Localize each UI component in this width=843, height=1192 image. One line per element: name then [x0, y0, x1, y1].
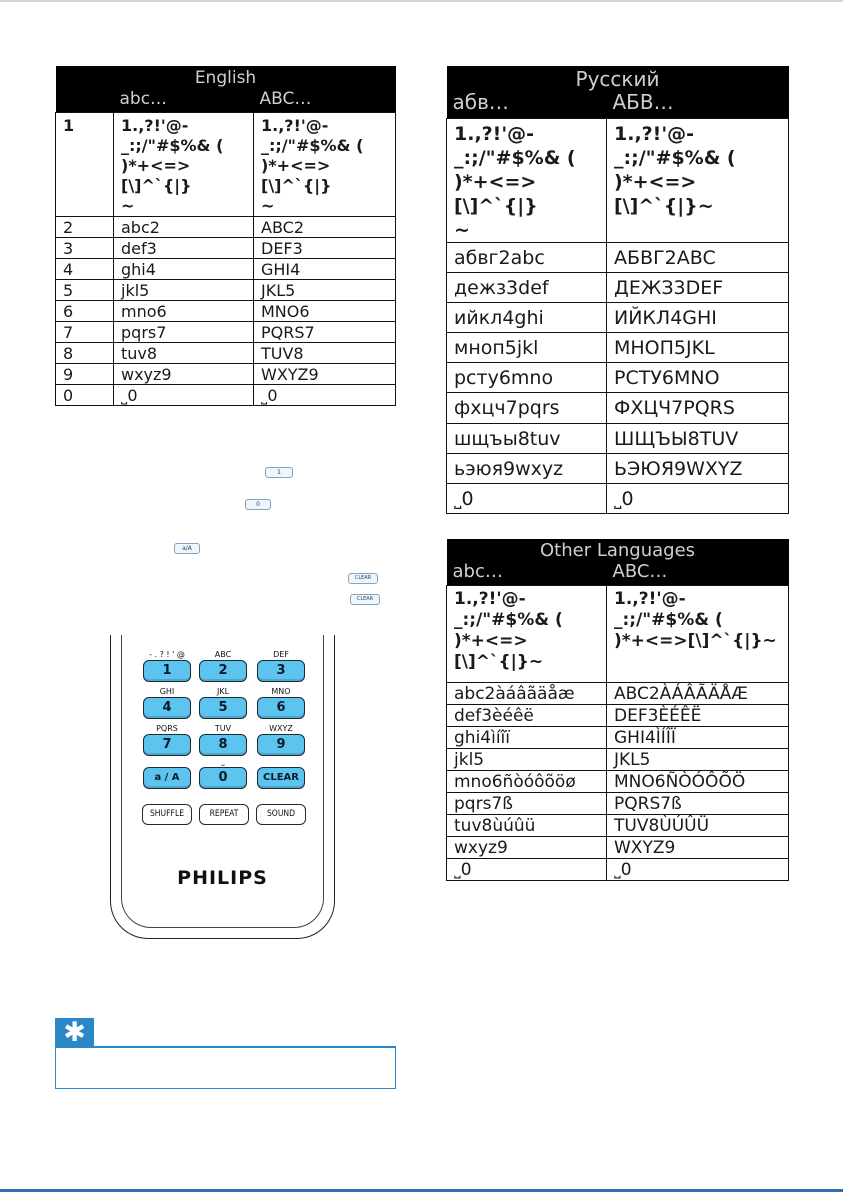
remote-key-7: 7	[143, 734, 191, 756]
lowercase-cell: ийкл4ghi	[447, 302, 607, 332]
uppercase-cell: ABC2	[254, 216, 396, 237]
lowercase-cell: abc2	[114, 216, 254, 237]
key-case-toggle-icon: a/A	[174, 543, 200, 554]
lowercase-cell: фхцч7pqrs	[447, 393, 607, 423]
table-title: Русский	[447, 66, 789, 92]
key-caption: JKL	[216, 687, 230, 696]
lowercase-cell: ьэюя9wxyz	[447, 453, 607, 483]
key-caption: - . ? ! ' @	[149, 650, 185, 659]
uppercase-cell: DEF3	[254, 237, 396, 258]
lowercase-cell: ˽0	[447, 858, 607, 880]
lowercase-cell: ghi4	[114, 258, 254, 279]
table-row	[56, 258, 396, 279]
uppercase-cell: ИЙКЛ4GHI	[607, 302, 789, 332]
key-caption: ABC	[214, 650, 232, 659]
table-row	[56, 279, 396, 300]
table-row	[447, 484, 789, 514]
uppercase-cell: WXYZ9	[254, 363, 396, 384]
table-row	[447, 814, 789, 836]
remote-key-case-toggle: a / A	[143, 767, 191, 789]
russian-character-table	[446, 66, 789, 514]
lowercase-cell: ghi4ìíîï	[447, 726, 607, 748]
uppercase-cell: JKL5	[254, 279, 396, 300]
table-row	[447, 792, 789, 814]
header-key	[56, 89, 114, 112]
page-top-rule	[0, 0, 843, 2]
key-caption: TUV	[214, 724, 232, 733]
uppercase-cell: ФХЦЧ7PQRS	[607, 393, 789, 423]
uppercase-cell: GHI4	[254, 258, 396, 279]
table-row	[447, 393, 789, 423]
key-number: 4	[56, 258, 114, 279]
lowercase-cell: mno6ñòóôõöø	[447, 770, 607, 792]
lowercase-cell: дежз3def	[447, 272, 607, 302]
header-lowercase: абв…	[447, 92, 607, 118]
key-caption: WXYZ	[269, 724, 293, 733]
header-lowercase: abc…	[114, 89, 254, 112]
remote-key-shuffle: SHUFFLE	[142, 804, 192, 825]
remote-key-4: 4	[143, 697, 191, 719]
lowercase-cell: wxyz9	[114, 363, 254, 384]
table-row	[447, 242, 789, 272]
table-row	[447, 748, 789, 770]
key-number: 6	[56, 300, 114, 321]
lowercase-cell: рсту6mno	[447, 363, 607, 393]
lowercase-cell: tuv8	[114, 342, 254, 363]
table-row	[56, 342, 396, 363]
remote-key-1: 1	[143, 660, 191, 682]
header-uppercase: ABC…	[607, 562, 789, 585]
key-caption: GHI	[159, 687, 175, 696]
key-caption: PQRS	[156, 724, 178, 733]
uppercase-cell: MNO6ÑÒÓÔÕÖ	[607, 770, 789, 792]
lowercase-cell: jkl5	[447, 748, 607, 770]
table-title: English	[56, 66, 396, 89]
key-number: 8	[56, 342, 114, 363]
key-number: 2	[56, 216, 114, 237]
key-caption: DEF	[273, 650, 289, 659]
key-caption: ˽	[221, 757, 225, 766]
header-uppercase: АБВ…	[607, 92, 789, 118]
remote-key-9: 9	[257, 734, 305, 756]
table-row	[447, 302, 789, 332]
remote-key-clear: CLEAR	[257, 767, 305, 789]
header-uppercase: ABC…	[254, 89, 396, 112]
uppercase-cell: TUV8ÙÚÛÜ	[607, 814, 789, 836]
remote-key-5: 5	[199, 697, 247, 719]
uppercase-cell: АБВГ2ABC	[607, 242, 789, 272]
uppercase-cell: ˽0	[254, 384, 396, 405]
uppercase-cell: ˽0	[607, 858, 789, 880]
brand-logo: PHILIPS	[177, 867, 268, 889]
lowercase-cell: jkl5	[114, 279, 254, 300]
asterisk-icon: ✱	[63, 1017, 86, 1048]
table-row	[56, 300, 396, 321]
key-number: 1	[56, 112, 114, 216]
lowercase-cell: tuv8ùúûü	[447, 814, 607, 836]
remote-key-0: 0	[199, 767, 247, 789]
uppercase-cell: РСТУ6MNO	[607, 363, 789, 393]
table-row	[447, 682, 789, 704]
lowercase-cell: абвг2abc	[447, 242, 607, 272]
key-number: 7	[56, 321, 114, 342]
table-row	[447, 770, 789, 792]
uppercase-cell: ЬЭЮЯ9WXYZ	[607, 453, 789, 483]
lowercase-cell: abc2àáâãäåæ	[447, 682, 607, 704]
lowercase-cell: 1.,?!'@- _:;/"#$%& ( )*+<=>[\]^`{|}~	[447, 585, 607, 682]
uppercase-cell: TUV8	[254, 342, 396, 363]
key-1-icon: 1	[265, 467, 293, 478]
table-row	[447, 726, 789, 748]
lowercase-cell: мноп5jkl	[447, 333, 607, 363]
key-caption: MNO	[271, 687, 291, 696]
tip-box	[55, 1048, 396, 1089]
lowercase-cell: wxyz9	[447, 836, 607, 858]
key-clear-icon: CLEAR	[350, 594, 380, 605]
table-row	[447, 363, 789, 393]
uppercase-cell: 1.,?!'@- _:;/"#$%& ( )*+<=>[\]^`{|}~	[607, 118, 789, 242]
table-row	[447, 118, 789, 242]
uppercase-cell: 1.,?!'@- _:;/"#$%& ( )*+<=>[\]^`{|}~	[607, 585, 789, 682]
remote-control-illustration	[110, 635, 335, 939]
key-number: 3	[56, 237, 114, 258]
key-clear-icon: CLEAR	[348, 573, 378, 584]
uppercase-cell: ABC2ÀÁÂÃÄÅÆ	[607, 682, 789, 704]
uppercase-cell: ˽0	[607, 484, 789, 514]
remote-key-sound: SOUND	[256, 804, 306, 825]
remote-key-6: 6	[257, 697, 305, 719]
key-0-icon: 0	[245, 499, 271, 510]
uppercase-cell: MNO6	[254, 300, 396, 321]
key-number: 0	[56, 384, 114, 405]
remote-key-repeat: REPEAT	[199, 804, 249, 825]
table-row	[56, 321, 396, 342]
lowercase-cell: def3	[114, 237, 254, 258]
uppercase-cell: ДЕЖЗ3DEF	[607, 272, 789, 302]
table-row	[56, 237, 396, 258]
uppercase-cell: PQRS7	[254, 321, 396, 342]
lowercase-cell: def3èéêë	[447, 704, 607, 726]
uppercase-cell: WXYZ9	[607, 836, 789, 858]
uppercase-cell: 1.,?!'@- _:;/"#$%& ( )*+<=>[\]^`{|} ~	[254, 112, 396, 216]
header-lowercase: abc…	[447, 562, 607, 585]
uppercase-cell: PQRS7ß	[607, 792, 789, 814]
table-row	[447, 272, 789, 302]
lowercase-cell: ˽0	[447, 484, 607, 514]
table-row	[447, 423, 789, 453]
uppercase-cell: DEF3ÈÉÊË	[607, 704, 789, 726]
other-languages-character-table	[446, 539, 789, 881]
uppercase-cell: ШЩЪЫ8TUV	[607, 423, 789, 453]
tip-badge	[55, 1018, 94, 1048]
lowercase-cell: ˽0	[114, 384, 254, 405]
table-row	[56, 363, 396, 384]
english-character-table	[55, 66, 396, 406]
table-row	[447, 858, 789, 880]
lowercase-cell: шщъы8tuv	[447, 423, 607, 453]
lowercase-cell: pqrs7	[114, 321, 254, 342]
uppercase-cell: GHI4ÌÍÎÏ	[607, 726, 789, 748]
table-row	[56, 216, 396, 237]
remote-key-8: 8	[199, 734, 247, 756]
uppercase-cell: МНОП5JKL	[607, 333, 789, 363]
lowercase-cell: pqrs7ß	[447, 792, 607, 814]
lowercase-cell: mno6	[114, 300, 254, 321]
table-title: Other Languages	[447, 539, 789, 562]
table-row	[447, 585, 789, 682]
table-row	[447, 704, 789, 726]
table-row	[447, 333, 789, 363]
lowercase-cell: 1.,?!'@- _:;/"#$%& ( )*+<=>[\]^`{|} ~	[447, 118, 607, 242]
uppercase-cell: JKL5	[607, 748, 789, 770]
remote-key-3: 3	[257, 660, 305, 682]
table-row	[447, 453, 789, 483]
table-row	[56, 112, 396, 216]
key-number: 5	[56, 279, 114, 300]
table-row	[56, 384, 396, 405]
remote-key-2: 2	[199, 660, 247, 682]
key-number: 9	[56, 363, 114, 384]
table-row	[447, 836, 789, 858]
lowercase-cell: 1.,?!'@- _:;/"#$%& ( )*+<=>[\]^`{|} ~	[114, 112, 254, 216]
